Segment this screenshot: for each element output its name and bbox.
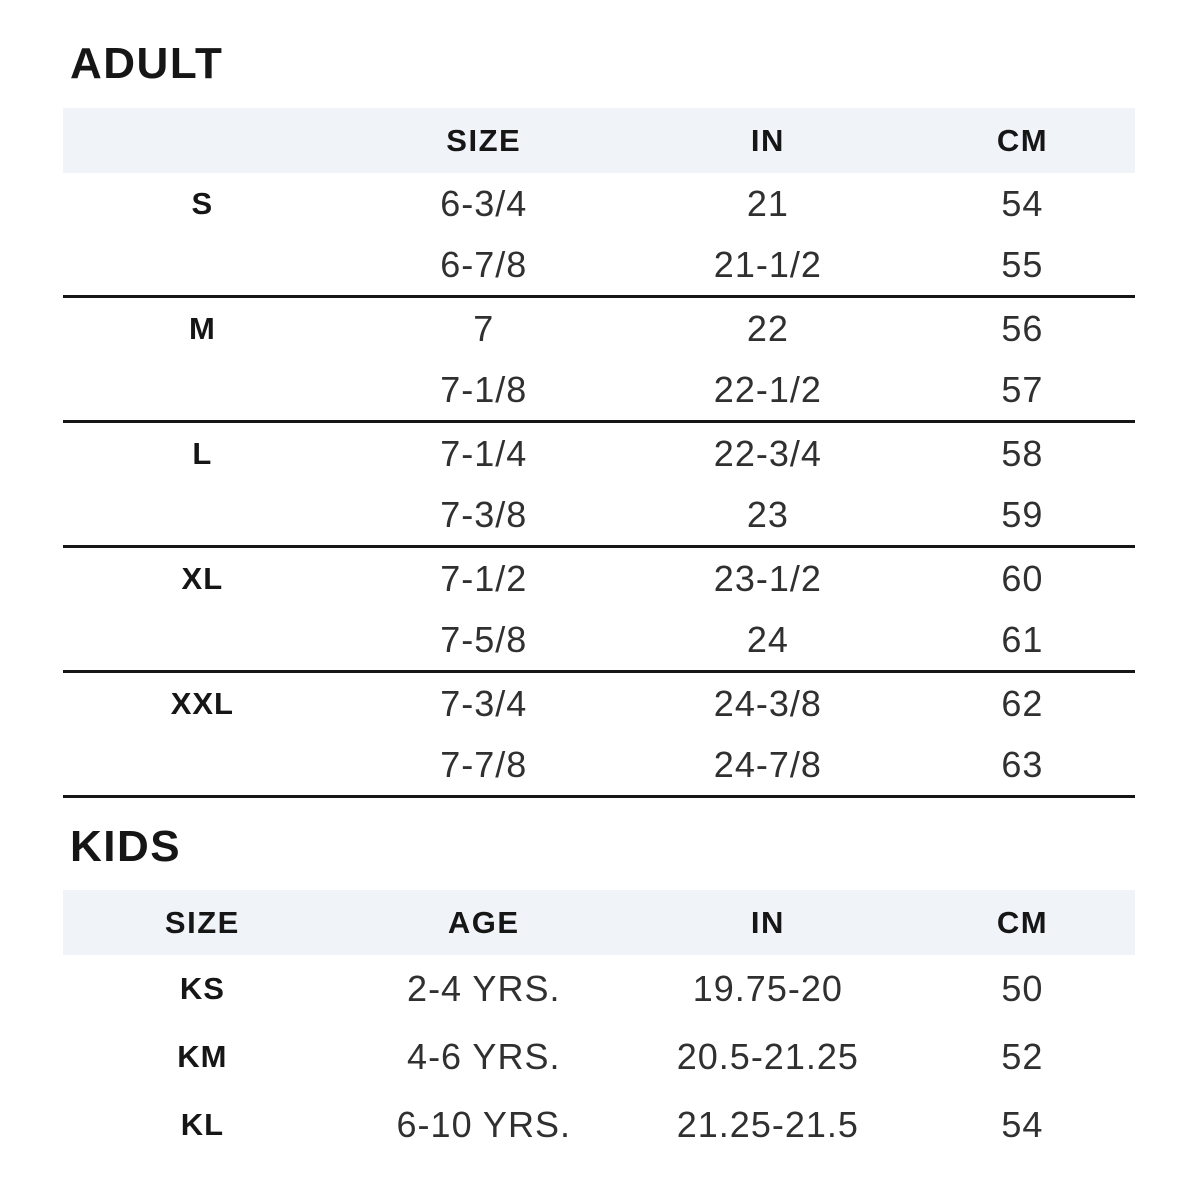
age-value: 2-4 YRS. [407, 968, 561, 1009]
table-row [63, 234, 1135, 298]
in-value: 20.5-21.25 [676, 1036, 859, 1077]
size-label-l: L [192, 435, 213, 471]
table-row [63, 359, 1135, 423]
size-value: 7-3/8 [440, 493, 528, 535]
size-value: 7 [473, 307, 495, 349]
size-label-km: KM [177, 1039, 228, 1074]
in-value: 19.75-20 [692, 968, 843, 1009]
in-value: 24 [746, 618, 789, 660]
table-row [63, 548, 1135, 609]
size-value: 7-7/8 [440, 743, 528, 785]
size-value: 6-7/8 [440, 243, 528, 285]
in-value: 24-7/8 [713, 743, 822, 785]
in-value: 21.25-21.5 [676, 1104, 859, 1145]
adult-section-title: ADULT [70, 39, 224, 88]
adult-header-in: IN [750, 122, 785, 158]
adult-header-cm: CM [996, 122, 1049, 158]
in-value: 21-1/2 [713, 243, 822, 285]
cm-value: 54 [1001, 1104, 1044, 1145]
in-value: 22-1/2 [713, 368, 822, 410]
size-label-xxl: XXL [170, 685, 234, 721]
cm-value: 55 [1001, 243, 1044, 285]
cm-value: 54 [1001, 182, 1044, 224]
cm-value: 58 [1001, 432, 1044, 474]
age-value: 6-10 YRS. [396, 1104, 571, 1145]
kids-header-cm: CM [996, 904, 1049, 940]
table-row [63, 1023, 1135, 1091]
cm-value: 62 [1001, 682, 1044, 724]
kids-table-header-row [63, 890, 1135, 955]
cm-value: 60 [1001, 557, 1044, 599]
table-row [63, 1091, 1135, 1159]
cm-value: 61 [1001, 618, 1044, 660]
in-value: 22 [746, 307, 789, 349]
size-label-s: S [191, 185, 214, 221]
size-label-ks: KS [179, 971, 225, 1006]
cm-value: 50 [1001, 968, 1044, 1009]
kids-header-age: AGE [447, 904, 520, 940]
table-row [63, 173, 1135, 234]
kids-size-table [63, 890, 1135, 1159]
size-value: 6-3/4 [440, 182, 528, 224]
size-label-xl: XL [181, 560, 224, 596]
in-value: 21 [746, 182, 789, 224]
table-row [63, 423, 1135, 484]
size-label-m: M [188, 310, 216, 346]
table-row [63, 673, 1135, 734]
size-value: 7-1/8 [440, 368, 528, 410]
table-row [63, 734, 1135, 798]
table-row [63, 298, 1135, 359]
in-value: 22-3/4 [713, 432, 822, 474]
cm-value: 59 [1001, 493, 1044, 535]
kids-section-title: KIDS [70, 822, 182, 871]
cm-value: 63 [1001, 743, 1044, 785]
in-value: 23-1/2 [713, 557, 822, 599]
cm-value: 56 [1001, 307, 1044, 349]
size-label-kl: KL [180, 1107, 225, 1142]
table-row [63, 955, 1135, 1023]
table-row [63, 609, 1135, 673]
table-row [63, 484, 1135, 548]
size-value: 7-3/4 [440, 682, 528, 724]
cm-value: 57 [1001, 368, 1044, 410]
cm-value: 52 [1001, 1036, 1044, 1077]
adult-header-size: SIZE [446, 122, 522, 158]
size-value: 7-5/8 [440, 618, 528, 660]
kids-header-in: IN [750, 904, 785, 940]
age-value: 4-6 YRS. [407, 1036, 561, 1077]
size-value: 7-1/4 [440, 432, 528, 474]
kids-header-size: SIZE [164, 904, 240, 940]
in-value: 23 [746, 493, 789, 535]
adult-size-table [63, 108, 1135, 798]
in-value: 24-3/8 [713, 682, 822, 724]
adult-table-header-row [63, 108, 1135, 173]
size-value: 7-1/2 [440, 557, 528, 599]
